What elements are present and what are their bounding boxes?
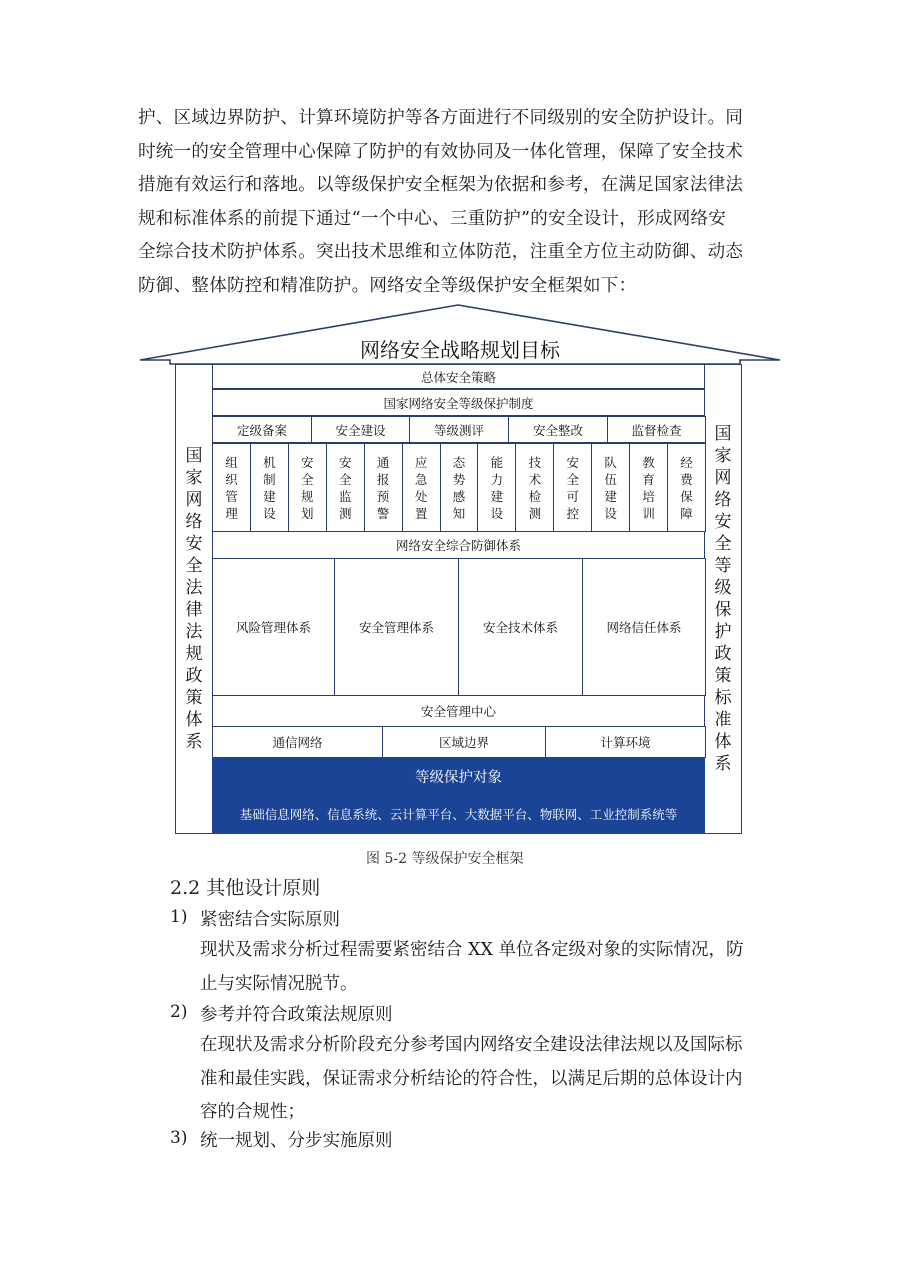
protection-target-block <box>212 757 705 834</box>
measure-char: 经 <box>680 454 693 470</box>
intro-line: 措施有效运行和落地。以等级保护安全框架为依据和参考，在满足国家法律法 <box>138 175 744 195</box>
protection-layer-cell: 区域边界 <box>382 726 546 758</box>
measure-cell <box>212 443 251 532</box>
item-title: 紧密结合实际原则 <box>200 910 340 930</box>
measure-char: 管 <box>225 488 238 504</box>
intro-line: 规和标准体系的前提下通过“一个中心、三重防护”的安全设计，形成网络安 <box>138 208 727 229</box>
measure-char: 建 <box>604 488 617 504</box>
pillar-char: 法 <box>185 622 203 642</box>
item-body <box>200 934 770 1001</box>
stage-cell: 等级测评 <box>409 416 509 443</box>
pillar-char: 等 <box>714 556 732 576</box>
measure-char: 安 <box>301 454 314 470</box>
measure-char: 预 <box>376 488 390 504</box>
item-body-line: 现状及需求分析过程需要紧密结合 XX 单位各定级对象的实际情况，防 <box>200 940 744 960</box>
measure-char: 设 <box>604 505 617 521</box>
management-center-row: 安全管理中心 <box>212 695 705 727</box>
pillar-char: 准 <box>714 710 732 730</box>
intro-line: 护、区域边界防护、计算环境防护等各方面进行不同级别的安全防护设计。同 <box>138 108 744 128</box>
intro-line: 防御、整体防控和精准防护。网络安全等级保护安全框架如下： <box>138 275 637 296</box>
measure-char: 育 <box>642 471 655 487</box>
measure-char: 知 <box>452 505 466 521</box>
item-title: 参考并符合政策法规原则 <box>200 1005 393 1025</box>
measure-cell <box>629 443 668 532</box>
measure-char: 队 <box>604 454 617 470</box>
pillar-char: 国 <box>714 424 732 444</box>
pillar-char: 家 <box>714 446 732 466</box>
system-cell: 安全管理体系 <box>334 558 459 696</box>
measure-char: 安 <box>566 454 580 470</box>
measure-cell <box>591 443 630 532</box>
stage-cell: 安全建设 <box>311 416 410 443</box>
defense-system-row: 网络安全综合防御体系 <box>212 531 705 559</box>
measure-char: 设 <box>263 505 276 521</box>
pillar-char: 策 <box>714 666 732 686</box>
measure-cell <box>364 443 403 532</box>
pillar-char: 政 <box>714 644 732 664</box>
measure-char: 置 <box>414 505 428 521</box>
intro-line: 全综合技术防护体系。突出技术思维和立体防范，注重全方位主动防御、动态 <box>138 242 744 262</box>
system-row: 国家网络安全等级保护制度 <box>212 389 705 416</box>
measure-char: 理 <box>225 505 238 521</box>
measure-char: 培 <box>642 488 655 504</box>
pillar-char: 法 <box>185 578 203 598</box>
left-pillar <box>175 364 213 834</box>
pillar-char: 标 <box>714 688 732 708</box>
item-title: 统一规划、分步实施原则 <box>200 1131 393 1151</box>
right-pillar <box>704 364 742 834</box>
measure-char: 安 <box>338 454 352 470</box>
pillar-char: 网 <box>714 468 732 488</box>
roof-title: 网络安全战略规划目标 <box>360 338 560 362</box>
system-cell: 风险管理体系 <box>212 558 335 696</box>
pillar-char: 全 <box>714 534 732 554</box>
measure-char: 势 <box>452 471 466 487</box>
measure-char: 术 <box>528 471 542 487</box>
stage-cell: 监督检查 <box>607 416 706 443</box>
protection-layer-cell: 计算环境 <box>545 726 706 758</box>
measure-cell <box>553 443 592 532</box>
measure-char: 通 <box>376 454 390 470</box>
pillar-char: 安 <box>714 512 732 532</box>
measure-char: 感 <box>452 488 466 504</box>
pillar-char: 律 <box>185 600 203 620</box>
measure-char: 测 <box>528 505 542 521</box>
figure-caption: 图 5-2 等级保护安全框架 <box>366 851 524 867</box>
item-number: 3) <box>170 1128 188 1148</box>
stage-cell: 定级备案 <box>212 416 312 443</box>
measure-cell <box>326 443 365 532</box>
pillar-char: 安 <box>185 534 203 554</box>
measure-char: 测 <box>338 505 352 521</box>
system-cell: 安全技术体系 <box>458 558 583 696</box>
item-number: 1) <box>170 907 188 927</box>
measure-char: 教 <box>642 454 655 470</box>
measure-cell <box>402 443 441 532</box>
measure-cell <box>250 443 289 532</box>
pillar-char: 政 <box>185 666 203 686</box>
measure-char: 建 <box>490 488 504 504</box>
measure-char: 急 <box>414 471 428 487</box>
item-body-line: 在现状及需求分析阶段充分参考国内网络安全建设法律法规以及国际标 <box>200 1035 743 1055</box>
pillar-char: 网 <box>185 490 203 510</box>
measure-char: 全 <box>338 471 352 487</box>
pillar-char: 国 <box>185 446 203 466</box>
measure-char: 力 <box>490 471 504 487</box>
protection-target-items: 基础信息网络、信息系统、云计算平台、大数据平台、物联网、工业控制系统等 <box>239 807 678 822</box>
measure-char: 制 <box>263 471 276 487</box>
measure-char: 全 <box>566 471 580 487</box>
measure-char: 能 <box>490 454 504 470</box>
pillar-char: 体 <box>185 710 203 730</box>
measure-char: 可 <box>566 488 580 504</box>
measure-char: 全 <box>301 471 314 487</box>
measure-cell <box>667 443 706 532</box>
pillar-char: 护 <box>714 622 732 642</box>
measure-char: 设 <box>490 505 504 521</box>
measure-char: 保 <box>680 488 693 504</box>
measure-char: 技 <box>528 454 542 470</box>
measure-char: 机 <box>263 454 276 470</box>
pillar-char: 级 <box>714 578 732 598</box>
pillar-char: 体 <box>714 732 732 752</box>
pillar-char: 系 <box>185 732 203 752</box>
protection-layer-cell: 通信网络 <box>212 726 383 758</box>
measure-char: 应 <box>414 454 428 470</box>
measure-char: 警 <box>376 505 390 521</box>
item-body-line: 止与实际情况脱节。 <box>200 973 358 994</box>
protection-target-title: 等级保护对象 <box>415 770 502 786</box>
pillar-char: 全 <box>185 556 203 576</box>
measure-char: 监 <box>338 488 352 504</box>
measure-char: 费 <box>680 471 693 487</box>
section-heading: 2.2 其他设计原则 <box>170 877 321 899</box>
item-body-line: 容的合规性； <box>200 1102 305 1122</box>
measure-cell <box>477 443 516 532</box>
measure-char: 障 <box>680 505 693 521</box>
measure-char: 处 <box>414 488 428 504</box>
pillar-char: 规 <box>185 644 203 664</box>
measure-char: 报 <box>376 471 390 487</box>
measure-char: 控 <box>566 505 580 521</box>
measure-char: 训 <box>642 505 655 521</box>
measure-cell <box>440 443 479 532</box>
measure-char: 规 <box>301 488 314 504</box>
measure-char: 建 <box>263 488 276 504</box>
pillar-char: 家 <box>185 468 203 488</box>
measure-char: 态 <box>452 454 466 470</box>
measure-char: 伍 <box>604 471 617 487</box>
measure-char: 组 <box>225 454 238 470</box>
pillar-char: 保 <box>714 600 732 620</box>
measure-char: 划 <box>301 505 314 521</box>
measure-char: 检 <box>528 488 542 504</box>
measure-char: 织 <box>225 471 238 487</box>
pillar-char: 系 <box>714 754 732 774</box>
item-body <box>200 1029 770 1130</box>
measure-cell <box>515 443 554 532</box>
item-number: 2) <box>170 1002 188 1022</box>
item-body-line: 准和最佳实践，保证需求分析结论的符合性，以满足后期的总体设计内 <box>200 1068 743 1089</box>
measure-cell <box>288 443 327 532</box>
policy-row: 总体安全策略 <box>212 364 705 389</box>
intro-line: 时统一的安全管理中心保障了防护的有效协同及一体化管理，保障了安全技术 <box>138 141 744 162</box>
pillar-char: 络 <box>714 490 732 510</box>
pillar-char: 策 <box>185 688 203 708</box>
system-cell: 网络信任体系 <box>582 558 706 696</box>
stage-cell: 安全整改 <box>508 416 608 443</box>
pillar-char: 络 <box>185 512 203 532</box>
